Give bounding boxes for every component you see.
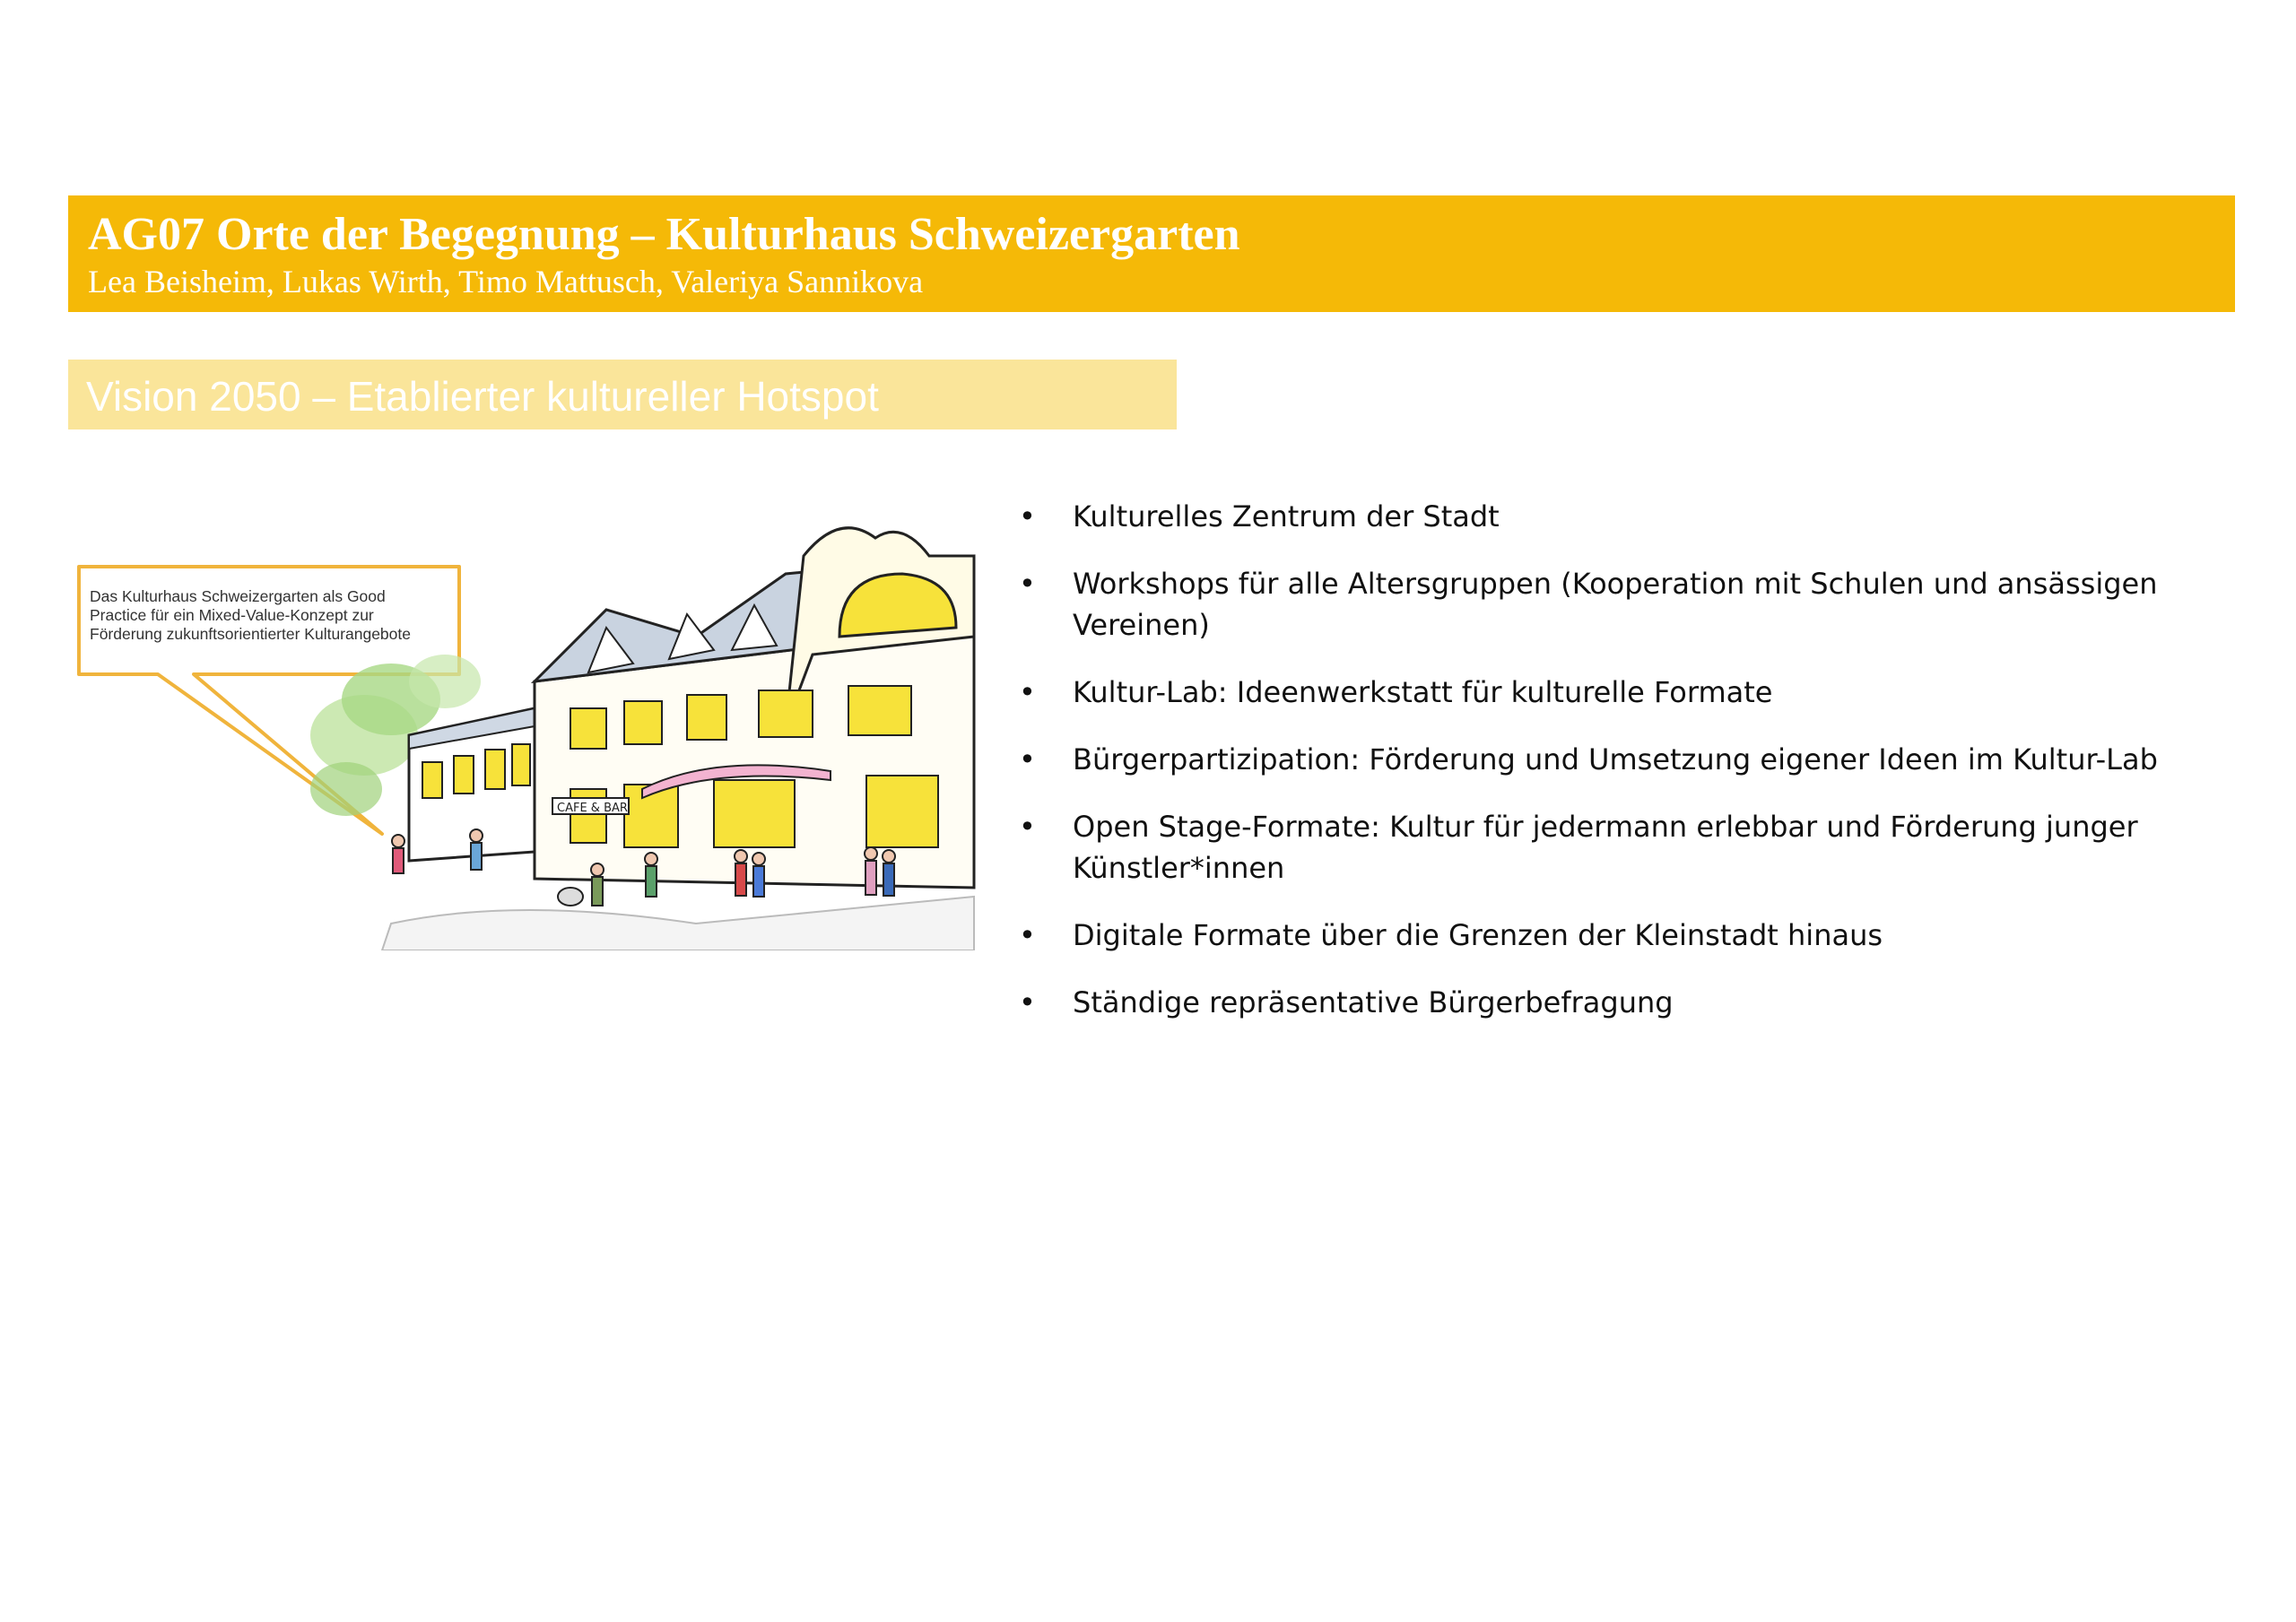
bullet-text: Kulturelles Zentrum der Stadt [1073,499,1500,533]
author-list: Lea Beisheim, Lukas Wirth, Timo Mattusch, Valeriya Sannikova [88,264,924,299]
building-sketch [68,502,976,950]
street [382,897,974,950]
speech-bubble-text [90,587,484,644]
bullet-text: Digitale Formate über die Grenzen der Kleinstadt hinaus [1073,918,1883,952]
page-title: AG07 Orte der Begegnung – Kulturhaus Schweizergarten [88,209,1240,260]
bullet-icon: • [1019,499,1036,533]
bullet-item [1019,739,2185,780]
title-bar [68,195,2235,312]
bullet-item [1019,915,2185,956]
bullet-text: Open Stage-Formate: Kultur für jedermann erlebbar und Förderung junger Künstler*innen [1073,810,2138,885]
bullet-item [1019,672,2185,713]
bullet-icon: • [1019,810,1036,844]
vision-bullet-list [1019,496,2185,1049]
bullet-icon: • [1019,675,1036,709]
speech-line: Das Kulturhaus Schweizergarten als Good [90,587,386,605]
bullet-item [1019,982,2185,1023]
main-building [535,528,974,888]
bullet-icon: • [1019,918,1036,952]
bullet-icon: • [1019,742,1036,776]
bullet-text: Kultur-Lab: Ideenwerkstatt für kulturelle Formate [1073,675,1773,709]
section-subtitle: Vision 2050 – Etablierter kultureller Hotspot [86,373,879,420]
speech-line: Förderung zukunftsorientierter Kulturangebote [90,625,411,643]
kulturhaus-illustration [68,502,976,950]
subtitle-bar [68,360,1177,429]
bullet-item [1019,496,2185,537]
cafe-sign-label: CAFE & BAR [557,802,628,815]
bullet-icon: • [1019,985,1036,1019]
bullet-text: Bürgerpartizipation: Förderung und Umsetzung eigener Ideen im Kultur-Lab [1073,742,2158,776]
bullet-text: Ständige repräsentative Bürgerbefragung [1073,985,1674,1019]
bullet-item [1019,806,2185,889]
speech-line: Practice für ein Mixed-Value-Konzept zur [90,606,374,624]
bullet-icon: • [1019,567,1036,601]
bullet-item [1019,563,2185,646]
bullet-text: Workshops für alle Altersgruppen (Kooperation mit Schulen und ansässigen Vereinen) [1073,567,2158,642]
